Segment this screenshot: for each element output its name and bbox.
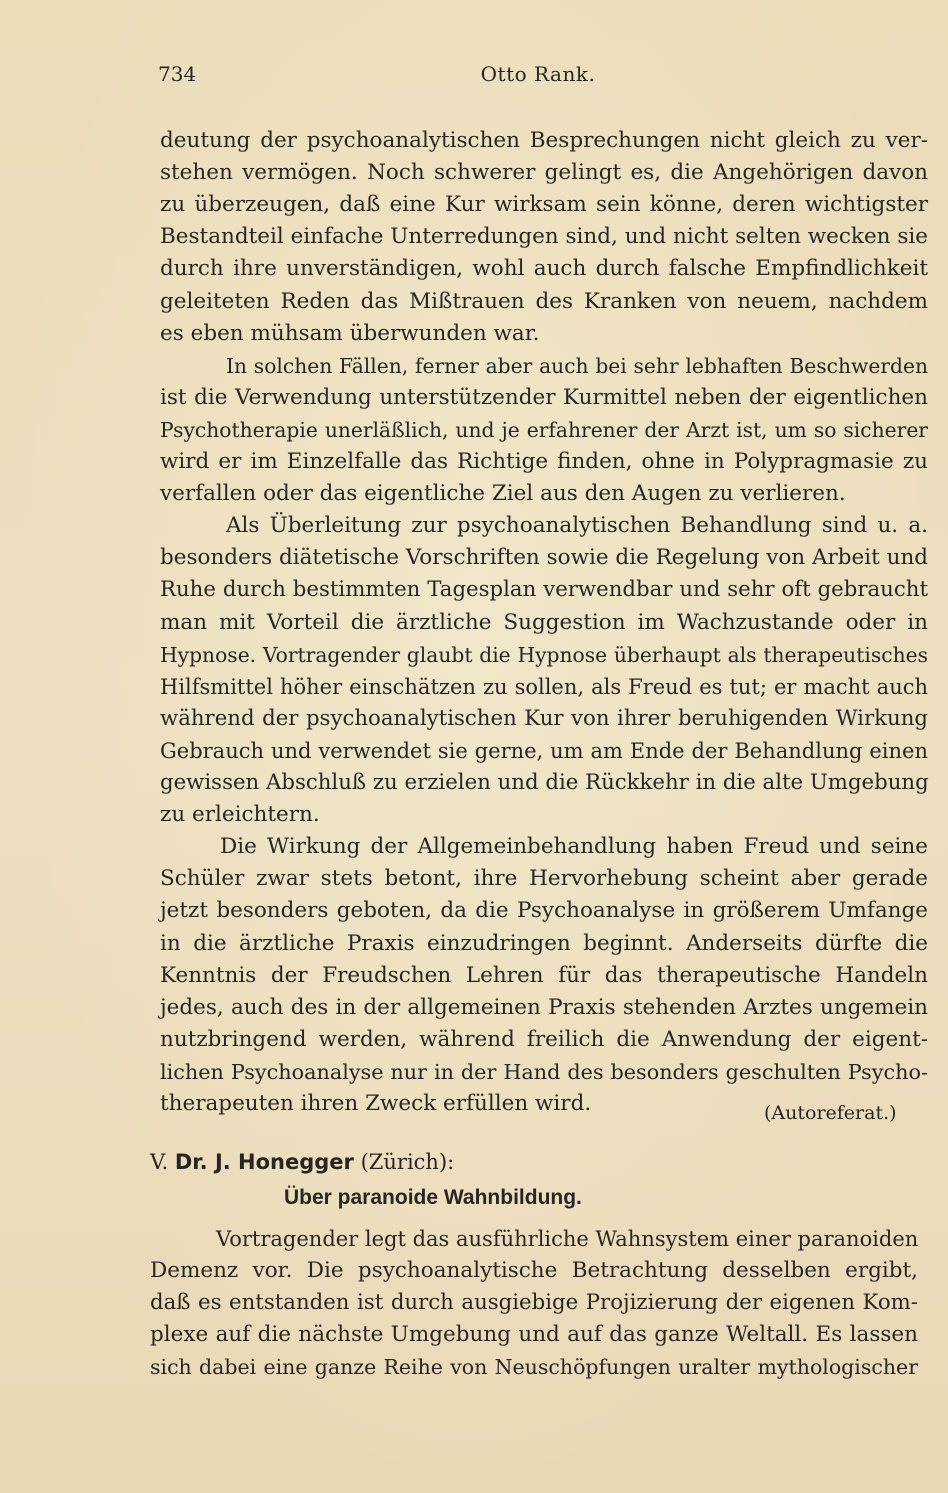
text-line: jedes, auch des in der allgemeinen Praxis stehenden Arztes ungemein bbox=[160, 995, 928, 1020]
text-line: jetzt besonders geboten, da die Psychoanalyse in größerem Umfange bbox=[160, 898, 928, 923]
text-line: wird er im Einzelfalle das Richtige finden, ohne in Polypragmasie zu bbox=[160, 449, 928, 474]
text-line: Psychotherapie unerläßlich, und je erfahrener der Arzt ist, um so sicherer bbox=[160, 418, 928, 442]
running-head: Otto Rank. bbox=[480, 62, 596, 86]
section-heading bbox=[150, 1146, 454, 1178]
text-line: plexe auf die nächste Umgebung und auf das ganze Weltall. Es lassen bbox=[150, 1322, 918, 1347]
section-number: V. bbox=[150, 1150, 169, 1174]
text-line: man mit Vorteil die ärztliche Suggestion im Wachzustande oder in bbox=[160, 610, 928, 635]
text-line: lichen Psychoanalyse nur in der Hand des besonders geschulten Psycho- bbox=[160, 1060, 928, 1084]
text-line: während der psychoanalytischen Kur von ihrer beruhigenden Wirkung bbox=[160, 706, 928, 731]
text-line: Vortragender legt das ausführliche Wahnsystem einer paranoiden bbox=[216, 1227, 919, 1251]
section-speaker: Dr. J. Honegger bbox=[174, 1150, 354, 1174]
text-line: zu erleichtern. bbox=[160, 802, 320, 827]
text-line: in die ärztliche Praxis einzudringen beginnt. Anderseits dürfte die bbox=[160, 931, 928, 956]
text-line: Als Überleitung zur psychoanalytischen Behandlung sind u. a. bbox=[226, 513, 928, 538]
text-line: besonders diätetische Vorschriften sowie die Regelung von Arbeit und bbox=[160, 545, 929, 570]
text-line: Hilfsmittel höher einschätzen zu sollen, als Freud es tut; er macht auch bbox=[160, 675, 928, 699]
text-line: sich dabei eine ganze Reihe von Neuschöpfungen uralter mythologischer bbox=[150, 1355, 918, 1379]
text-line: Die Wirkung der Allgemeinbehandlung haben Freud und seine bbox=[220, 834, 928, 859]
text-line: deutung der psychoanalytischen Besprechungen nicht gleich zu ver- bbox=[160, 128, 928, 153]
section-place: (Zürich): bbox=[360, 1150, 455, 1174]
text-line: stehen vermögen. Noch schwerer gelingt es, die Angehörigen davon bbox=[160, 160, 928, 185]
text-line: Ruhe durch bestimmten Tagesplan verwendbar und sehr oft gebraucht bbox=[160, 577, 928, 602]
text-line: durch ihre unverständigen, wohl auch durch falsche Empfindlichkeit bbox=[160, 256, 928, 281]
text-line: Hypnose. Vortragender glaubt die Hypnose überhaupt als therapeutisches bbox=[160, 643, 928, 667]
text-line: Schüler zwar stets betont, ihre Hervorhebung scheint aber gerade bbox=[160, 866, 928, 891]
text-line: Gebrauch und verwendet sie gerne, um am Ende der Behandlung einen bbox=[160, 739, 928, 763]
text-line: nutzbringend werden, während freilich die Anwendung der eigent- bbox=[160, 1027, 928, 1052]
text-line: ist die Verwendung unterstützender Kurmittel neben der eigentlichen bbox=[160, 385, 928, 410]
section-title: Über paranoide Wahnbildung. bbox=[284, 1186, 582, 1209]
text-line: verfallen oder das eigentliche Ziel aus den Augen zu verlieren. bbox=[160, 481, 846, 506]
text-line: Demenz vor. Die psychoanalytische Betrachtung desselben ergibt, bbox=[150, 1258, 918, 1283]
page-number: 734 bbox=[158, 62, 197, 86]
text-line: therapeuten ihren Zweck erfüllen wird. bbox=[160, 1091, 592, 1116]
text-line: Bestandteil einfache Unterredungen sind, und nicht selten wecken sie bbox=[160, 224, 928, 249]
page-header bbox=[158, 62, 918, 96]
text-line: es eben mühsam überwunden war. bbox=[160, 321, 540, 346]
text-line: daß es entstanden ist durch ausgiebige Projizierung der eigenen Kom- bbox=[150, 1290, 918, 1315]
text-line: zu überzeugen, daß eine Kur wirksam sein könne, deren wichtigster bbox=[160, 192, 928, 217]
text-line: In solchen Fällen, ferner aber auch bei sehr lebhaften Beschwerden bbox=[226, 354, 928, 378]
text-line: Kenntnis der Freudschen Lehren für das therapeutische Handeln bbox=[160, 963, 928, 988]
text-line: gewissen Abschluß zu erzielen und die Rückkehr in die alte Umgebung bbox=[160, 770, 929, 795]
text-line: geleiteten Reden das Mißtrauen des Kranken von neuem, nachdem bbox=[160, 289, 928, 314]
autoreferat-note: (Autoreferat.) bbox=[764, 1102, 897, 1124]
